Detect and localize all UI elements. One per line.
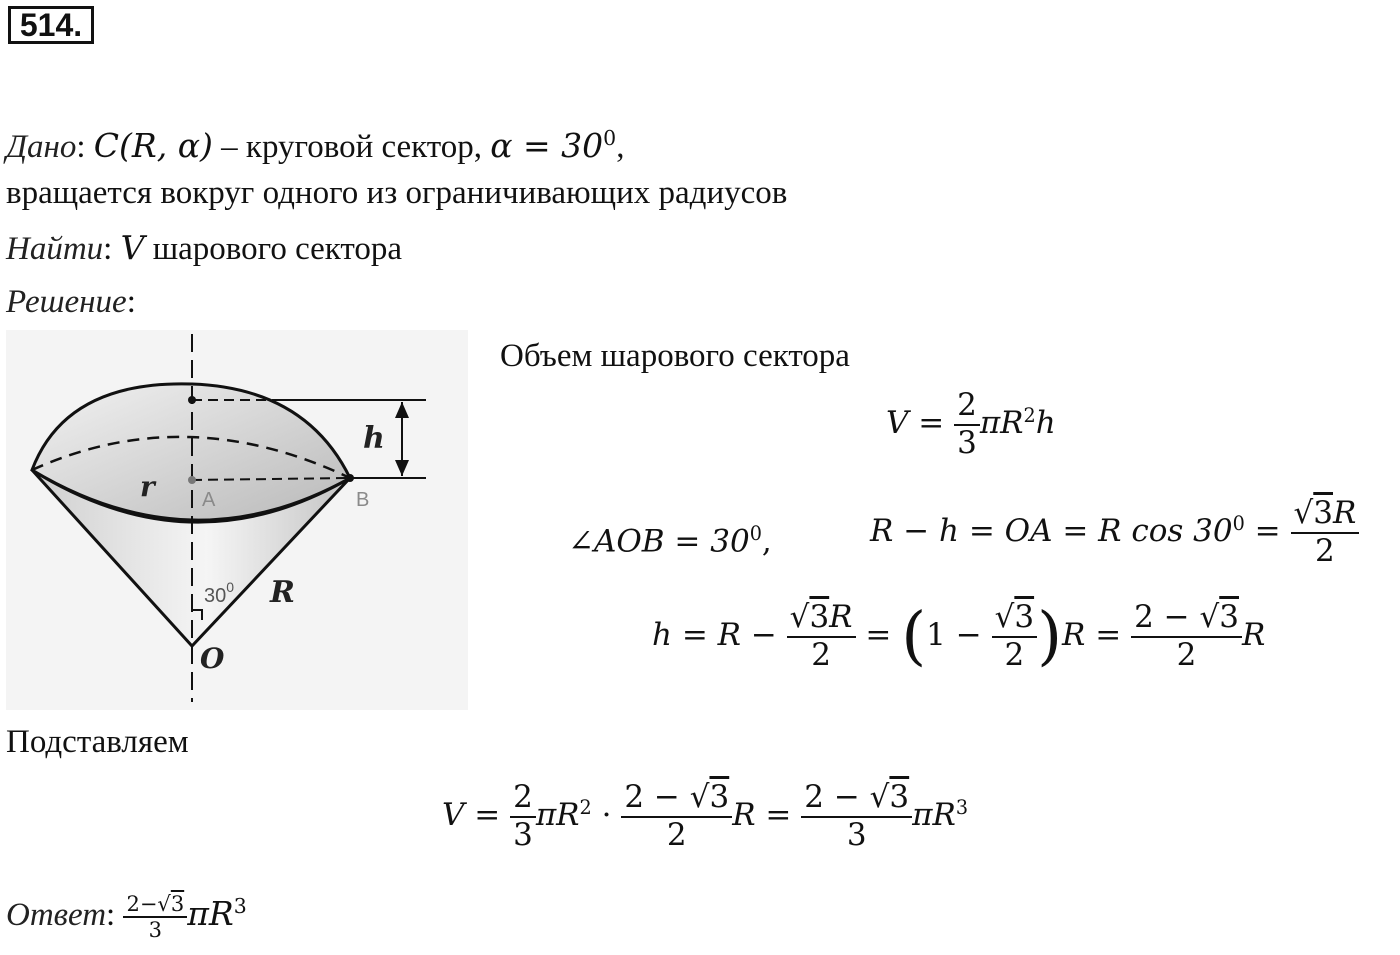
vf-frac bbox=[954, 388, 980, 461]
answer-line bbox=[6, 886, 247, 943]
volume-heading: Объем шарового сектора bbox=[500, 338, 850, 374]
rh-den: 2 bbox=[1315, 532, 1335, 569]
he-frac1: $\frac{√3R}{2}$ bbox=[787, 600, 856, 673]
answer-pow: 3 bbox=[233, 894, 247, 918]
point-A bbox=[188, 476, 196, 484]
ae-end: , bbox=[761, 523, 772, 560]
he-paren-close: ) bbox=[1037, 599, 1063, 674]
he-inner: 1 − bbox=[926, 617, 992, 654]
he-lhs: h = R − bbox=[652, 617, 787, 654]
rh-num: √3R bbox=[1291, 496, 1360, 534]
fe-frac2: $\frac{2 - √3}{2}$ bbox=[621, 780, 732, 853]
he-frac3: $\frac{2 - √3}{2}$ bbox=[1131, 600, 1242, 673]
solution-line bbox=[6, 282, 136, 322]
given-end: , bbox=[616, 129, 625, 165]
solution-sep: : bbox=[126, 284, 136, 320]
fe-pow1: 2 bbox=[579, 795, 592, 819]
given-label: Дано bbox=[6, 129, 77, 165]
answer-sep: : bbox=[106, 897, 124, 933]
fe-mid1: πR bbox=[535, 797, 580, 834]
rh-equation bbox=[870, 496, 1359, 569]
find-var: V bbox=[120, 228, 145, 267]
answer-frac: $\frac{2-√3}{3}$ bbox=[123, 892, 187, 942]
solution-label: Решение bbox=[6, 284, 127, 320]
label-O: O bbox=[200, 642, 225, 675]
answer-label: Ответ bbox=[6, 897, 107, 933]
vf-lhs: V = bbox=[886, 405, 955, 442]
label-h: h bbox=[363, 421, 385, 456]
given-line bbox=[6, 118, 624, 167]
label-R: R bbox=[270, 575, 295, 610]
he-mid: = bbox=[855, 617, 902, 654]
label-angle: $30^0$ bbox=[204, 579, 235, 607]
final-equation bbox=[442, 780, 968, 853]
volume-formula bbox=[886, 388, 1056, 461]
he-after: R = bbox=[1062, 617, 1132, 654]
fe-frac3: $\frac{2 - √3}{3}$ bbox=[801, 780, 912, 853]
given-text: – круговой сектор, bbox=[212, 129, 491, 165]
alpha-deg: 0 bbox=[603, 126, 617, 150]
ae-text: ∠AOB = 30 bbox=[568, 523, 750, 560]
fe-dot: · bbox=[591, 797, 622, 834]
vf-num: 2 bbox=[954, 388, 980, 426]
fe-tail: πR bbox=[912, 797, 956, 834]
label-r: r bbox=[140, 470, 155, 503]
problem-number: 514. bbox=[8, 6, 94, 44]
find-sep: : bbox=[103, 231, 113, 267]
vf-rhs: πR bbox=[979, 405, 1024, 442]
vf-tail: h bbox=[1035, 405, 1056, 442]
he-tail: R bbox=[1241, 617, 1266, 654]
answer-tail: πR bbox=[187, 894, 234, 933]
point-B bbox=[346, 474, 354, 482]
vf-pow: 2 bbox=[1023, 403, 1036, 427]
label-B: B bbox=[356, 489, 370, 511]
fe-pow2: 3 bbox=[955, 795, 969, 819]
rh-eq: = bbox=[1244, 513, 1291, 550]
ae-deg: 0 bbox=[749, 522, 762, 545]
find-label: Найти bbox=[6, 231, 104, 267]
rh-deg: 0 bbox=[1232, 511, 1245, 535]
angle-equation bbox=[568, 522, 772, 559]
he-frac2: $\frac{√3}{2}$ bbox=[992, 600, 1038, 673]
given-sep: : bbox=[76, 129, 86, 165]
top-point bbox=[188, 396, 196, 404]
vf-den: 3 bbox=[957, 424, 977, 461]
h-equation bbox=[652, 600, 1265, 673]
given-line-2: вращается вокруг одного из ограничивающих радиусов bbox=[6, 175, 788, 211]
alpha-eq: α = 30 bbox=[490, 126, 604, 165]
rh-text: R − h = OA = R cos 30 bbox=[870, 513, 1233, 550]
spherical-sector-figure bbox=[6, 330, 468, 710]
label-A: A bbox=[202, 489, 216, 511]
fe-frac1: $\frac{2}{3}$ bbox=[510, 780, 536, 853]
fe-lhs: V = bbox=[442, 797, 511, 834]
he-paren-open: ( bbox=[901, 599, 927, 674]
find-text: шарового сектора bbox=[144, 231, 402, 267]
find-line bbox=[6, 228, 402, 269]
sector-expr: C(R, α) bbox=[93, 126, 213, 165]
fe-mid2: R = bbox=[732, 797, 802, 834]
rh-frac bbox=[1291, 496, 1360, 569]
substitute-text: Подставляем bbox=[6, 724, 189, 760]
